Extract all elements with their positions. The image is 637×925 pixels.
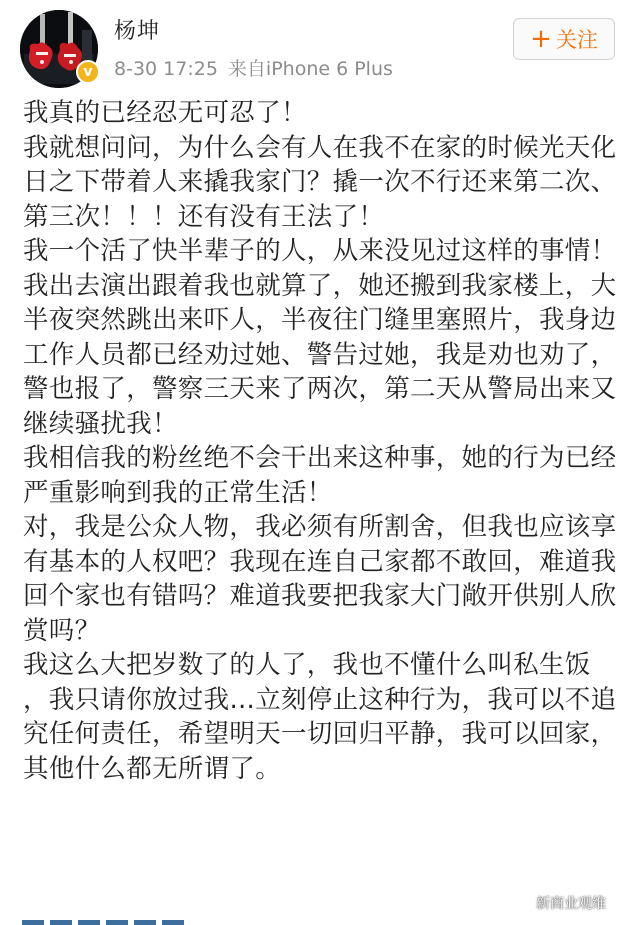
post-paragraph: 对，我是公众人物，我必须有所割舍，但我也应该享有基本的人权吧？我现在连自己家都不敢回，难道我回个家也有错吗？难道我要把我家大门敞开供别人欣赏吗？: [23, 512, 617, 646]
cut-off-text-decoration: [22, 918, 212, 925]
post-paragraph: 我就想问问，为什么会有人在我不在家的时候光天化日之下带着人来撬我家门？撬一次不行还来第二次、第三次！！！还有没有王法了！: [23, 132, 617, 232]
post-date: 8-30 17:25: [114, 58, 218, 80]
post-paragraph: 我一个活了快半辈子的人，从来没见过这样的事情！我出去演出跟着我也就算了，她还搬到我家楼上，大半夜突然跳出来吓人，半夜往门缝里塞照片，我身边工作人员都已经劝过她、警告过她，我是劝也劝了，警也报了，警察三天来了两次，第二天从警局出来又继续骚扰我！: [23, 236, 617, 439]
username[interactable]: 杨坤: [114, 19, 161, 44]
post-paragraph: 我真的已经忍无可忍了！: [23, 98, 307, 128]
post-paragraph: 我这么大把岁数了的人了，我也不懂什么叫私生饭 ，我只请你放过我…立刻停止这种行为，我可以不追究任何责任，希望明天一切回归平静，我可以回家，其他什么都无所谓了。: [23, 650, 617, 784]
post-meta: [114, 54, 403, 81]
next-line-peek: [22, 914, 212, 925]
post-source: 来自iPhone 6 Plus: [227, 58, 393, 80]
verified-badge-icon: v: [76, 60, 100, 84]
watermark: 新商业观维: [536, 896, 606, 912]
post-paragraph: 我相信我的粉丝绝不会干出来这种事，她的行为已经严重影响到我的正常生活！: [23, 443, 617, 508]
plus-icon: +: [530, 24, 552, 54]
follow-button[interactable]: [513, 18, 615, 60]
follow-label: 关注: [555, 28, 598, 52]
post-body: [23, 96, 623, 786]
post-header: [0, 0, 637, 96]
